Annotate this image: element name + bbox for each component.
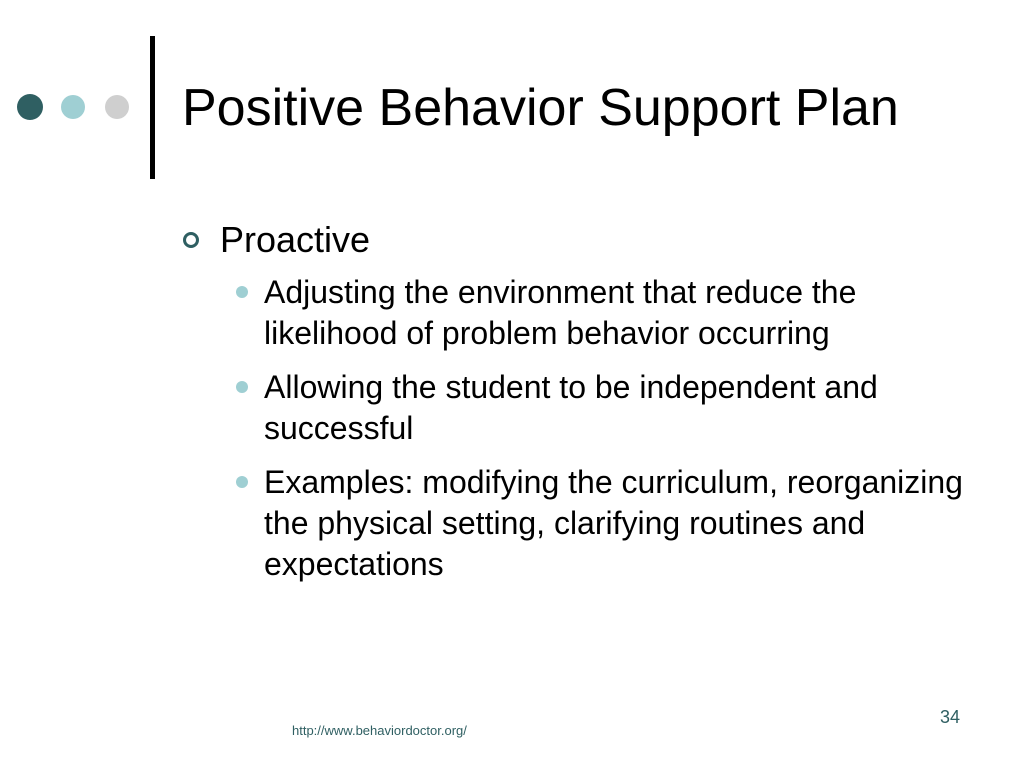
slide-title: Positive Behavior Support Plan xyxy=(182,79,899,137)
bullet-label: Proactive xyxy=(220,219,371,260)
sub-bullet-list xyxy=(224,272,970,585)
sub-bullet-text: Adjusting the environment that reduce the likelihood of problem behavior occurring xyxy=(264,274,857,351)
sub-bullet-item xyxy=(224,367,970,449)
page-number: 34 xyxy=(940,707,961,727)
decorative-dot-teal xyxy=(61,95,85,119)
dot-bullet-icon xyxy=(236,381,248,393)
slide-body xyxy=(180,218,970,598)
dot-bullet-icon xyxy=(236,286,248,298)
bullet-proactive xyxy=(180,218,970,262)
sub-bullet-item xyxy=(224,462,970,585)
dot-bullet-icon xyxy=(236,476,248,488)
title-divider xyxy=(150,36,155,179)
decorative-dot-gray xyxy=(105,95,129,119)
sub-bullet-text: Examples: modifying the curriculum, reorganizing the physical setting, clarifying routines and expectations xyxy=(264,464,963,582)
sub-bullet-text: Allowing the student to be independent and successful xyxy=(264,369,878,446)
footer-url-link[interactable]: http://www.behaviordoctor.org/ xyxy=(292,723,467,738)
decorative-dot-dark xyxy=(17,94,43,120)
ring-bullet-icon xyxy=(183,232,199,248)
sub-bullet-item xyxy=(224,272,970,354)
